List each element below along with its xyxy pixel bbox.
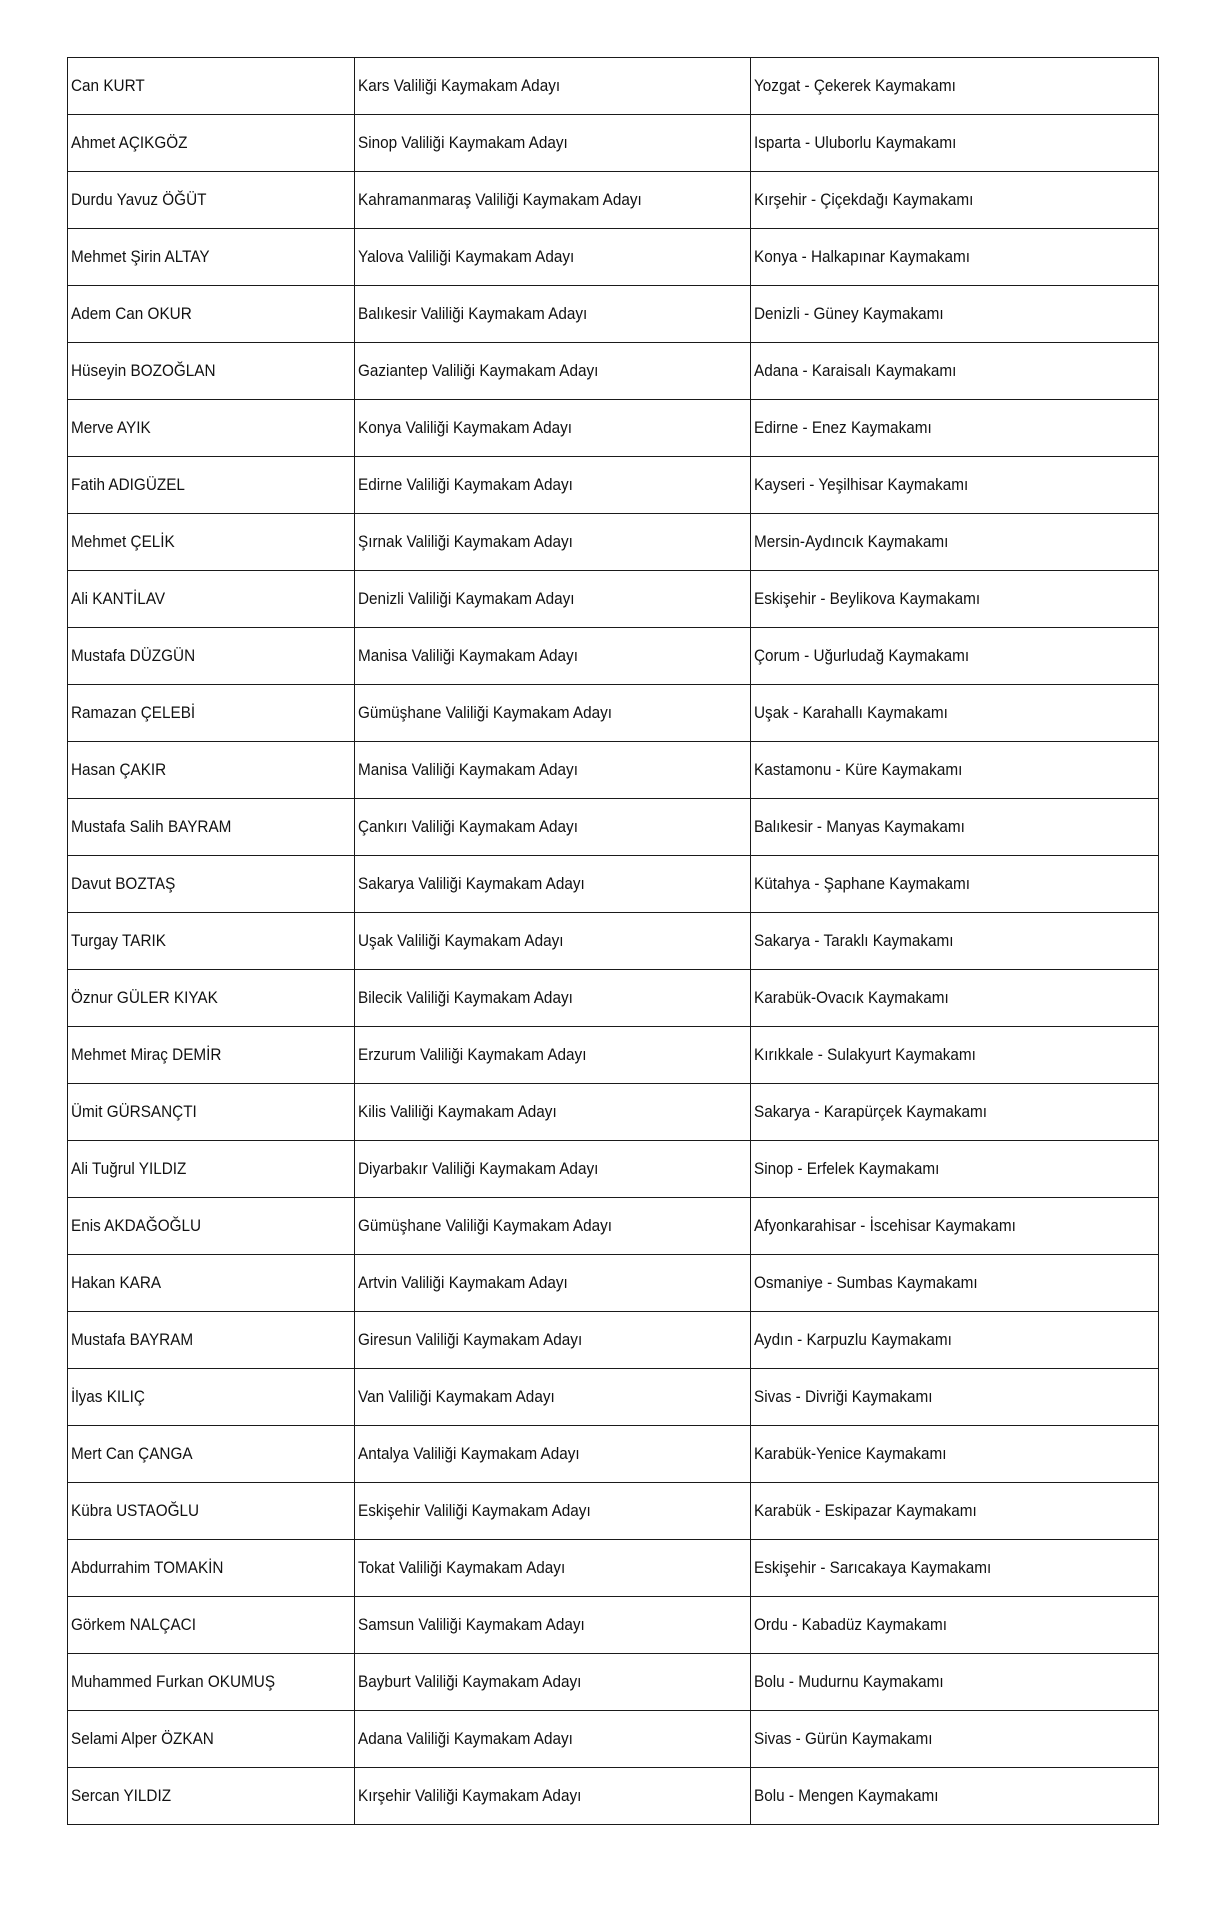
- person-name-cell-text: İlyas KILIÇ: [71, 1387, 145, 1406]
- current-post-cell-text: Denizli Valiliği Kaymakam Adayı: [358, 589, 575, 608]
- person-name-cell-text: Can KURT: [71, 76, 145, 95]
- new-appointment-cell: [751, 286, 1159, 343]
- current-post-cell: [355, 1198, 751, 1255]
- current-post-cell: [355, 685, 751, 742]
- new-appointment-cell: [751, 1027, 1159, 1084]
- current-post-cell: [355, 115, 751, 172]
- current-post-cell: [355, 1369, 751, 1426]
- current-post-cell: [355, 1768, 751, 1825]
- table-row: [68, 1141, 1159, 1198]
- table-row: [68, 1483, 1159, 1540]
- person-name-cell-text: Mustafa DÜZGÜN: [71, 646, 196, 665]
- current-post-cell-text: Diyarbakır Valiliği Kaymakam Adayı: [358, 1159, 599, 1178]
- table-row: [68, 1027, 1159, 1084]
- table-row: [68, 1198, 1159, 1255]
- current-post-cell: [355, 742, 751, 799]
- current-post-cell-text: Uşak Valiliği Kaymakam Adayı: [358, 931, 564, 950]
- current-post-cell-text: Bayburt Valiliği Kaymakam Adayı: [358, 1672, 582, 1691]
- person-name-cell: [68, 343, 355, 400]
- new-appointment-cell: [751, 115, 1159, 172]
- person-name-cell: [68, 457, 355, 514]
- person-name-cell: [68, 628, 355, 685]
- person-name-cell-text: Davut BOZTAŞ: [71, 874, 176, 893]
- new-appointment-cell-text: Karabük - Eskipazar Kaymakamı: [754, 1501, 977, 1520]
- person-name-cell: [68, 685, 355, 742]
- table-row: [68, 628, 1159, 685]
- new-appointment-cell-text: Eskişehir - Beylikova Kaymakamı: [754, 589, 981, 608]
- person-name-cell-text: Sercan YILDIZ: [71, 1786, 172, 1805]
- new-appointment-cell: [751, 400, 1159, 457]
- new-appointment-cell: [751, 1426, 1159, 1483]
- current-post-cell-text: Tokat Valiliği Kaymakam Adayı: [358, 1558, 566, 1577]
- current-post-cell-text: Sinop Valiliği Kaymakam Adayı: [358, 133, 568, 152]
- table-row: [68, 1711, 1159, 1768]
- current-post-cell: [355, 229, 751, 286]
- new-appointment-cell: [751, 1312, 1159, 1369]
- table-row: [68, 514, 1159, 571]
- person-name-cell-text: Mustafa BAYRAM: [71, 1330, 194, 1349]
- new-appointment-cell-text: Kayseri - Yeşilhisar Kaymakamı: [754, 475, 969, 494]
- new-appointment-cell-text: Kastamonu - Küre Kaymakamı: [754, 760, 963, 779]
- person-name-cell-text: Hüseyin BOZOĞLAN: [71, 361, 216, 380]
- current-post-cell: [355, 856, 751, 913]
- person-name-cell-text: Mustafa Salih BAYRAM: [71, 817, 232, 836]
- new-appointment-cell: [751, 1483, 1159, 1540]
- new-appointment-cell: [751, 1141, 1159, 1198]
- current-post-cell-text: Giresun Valiliği Kaymakam Adayı: [358, 1330, 583, 1349]
- new-appointment-cell: [751, 970, 1159, 1027]
- new-appointment-cell: [751, 457, 1159, 514]
- person-name-cell: [68, 286, 355, 343]
- appointment-table-body: [68, 58, 1159, 1825]
- new-appointment-cell-text: Sakarya - Karapürçek Kaymakamı: [754, 1102, 988, 1121]
- person-name-cell-text: Abdurrahim TOMAKİN: [71, 1558, 224, 1577]
- person-name-cell: [68, 1654, 355, 1711]
- new-appointment-cell-text: Ordu - Kabadüz Kaymakamı: [754, 1615, 948, 1634]
- current-post-cell: [355, 571, 751, 628]
- new-appointment-cell-text: Aydın - Karpuzlu Kaymakamı: [754, 1330, 952, 1349]
- person-name-cell: [68, 1141, 355, 1198]
- current-post-cell: [355, 1597, 751, 1654]
- current-post-cell: [355, 172, 751, 229]
- appointment-table: [67, 57, 1159, 1825]
- table-row: [68, 856, 1159, 913]
- current-post-cell-text: Edirne Valiliği Kaymakam Adayı: [358, 475, 573, 494]
- new-appointment-cell-text: Konya - Halkapınar Kaymakamı: [754, 247, 970, 266]
- new-appointment-cell: [751, 1597, 1159, 1654]
- current-post-cell-text: Antalya Valiliği Kaymakam Adayı: [358, 1444, 580, 1463]
- current-post-cell-text: Gümüşhane Valiliği Kaymakam Adayı: [358, 1216, 612, 1235]
- table-row: [68, 913, 1159, 970]
- current-post-cell-text: Kırşehir Valiliği Kaymakam Adayı: [358, 1786, 582, 1805]
- current-post-cell: [355, 514, 751, 571]
- table-row: [68, 229, 1159, 286]
- table-row: [68, 1369, 1159, 1426]
- new-appointment-cell-text: Osmaniye - Sumbas Kaymakamı: [754, 1273, 978, 1292]
- new-appointment-cell: [751, 856, 1159, 913]
- new-appointment-cell-text: Kırıkkale - Sulakyurt Kaymakamı: [754, 1045, 976, 1064]
- current-post-cell: [355, 286, 751, 343]
- person-name-cell: [68, 1255, 355, 1312]
- new-appointment-cell-text: Edirne - Enez Kaymakamı: [754, 418, 932, 437]
- person-name-cell: [68, 1483, 355, 1540]
- person-name-cell-text: Ali KANTİLAV: [71, 589, 166, 608]
- table-row: [68, 172, 1159, 229]
- current-post-cell: [355, 1312, 751, 1369]
- new-appointment-cell: [751, 1084, 1159, 1141]
- person-name-cell-text: Turgay TARIK: [71, 931, 166, 950]
- new-appointment-cell-text: Çorum - Uğurludağ Kaymakamı: [754, 646, 970, 665]
- current-post-cell-text: Sakarya Valiliği Kaymakam Adayı: [358, 874, 585, 893]
- current-post-cell-text: Yalova Valiliği Kaymakam Adayı: [358, 247, 575, 266]
- table-row: [68, 286, 1159, 343]
- person-name-cell-text: Ahmet AÇIKGÖZ: [71, 133, 188, 152]
- person-name-cell: [68, 1198, 355, 1255]
- current-post-cell-text: Çankırı Valiliği Kaymakam Adayı: [358, 817, 578, 836]
- person-name-cell-text: Ramazan ÇELEBİ: [71, 703, 196, 722]
- person-name-cell-text: Öznur GÜLER KIYAK: [71, 988, 218, 1007]
- current-post-cell: [355, 1540, 751, 1597]
- new-appointment-cell-text: Sakarya - Taraklı Kaymakamı: [754, 931, 954, 950]
- new-appointment-cell-text: Bolu - Mudurnu Kaymakamı: [754, 1672, 944, 1691]
- current-post-cell-text: Konya Valiliği Kaymakam Adayı: [358, 418, 573, 437]
- table-row: [68, 1312, 1159, 1369]
- person-name-cell: [68, 913, 355, 970]
- person-name-cell: [68, 1426, 355, 1483]
- new-appointment-cell-text: Sinop - Erfelek Kaymakamı: [754, 1159, 940, 1178]
- new-appointment-cell-text: Karabük-Yenice Kaymakamı: [754, 1444, 947, 1463]
- person-name-cell: [68, 1027, 355, 1084]
- person-name-cell-text: Görkem NALÇACI: [71, 1615, 196, 1634]
- current-post-cell-text: Gaziantep Valiliği Kaymakam Adayı: [358, 361, 599, 380]
- person-name-cell: [68, 229, 355, 286]
- new-appointment-cell: [751, 1369, 1159, 1426]
- person-name-cell-text: Durdu Yavuz ÖĞÜT: [71, 190, 207, 209]
- current-post-cell-text: Manisa Valiliği Kaymakam Adayı: [358, 646, 578, 665]
- current-post-cell: [355, 628, 751, 685]
- new-appointment-cell: [751, 571, 1159, 628]
- person-name-cell: [68, 1597, 355, 1654]
- new-appointment-cell-text: Isparta - Uluborlu Kaymakamı: [754, 133, 957, 152]
- new-appointment-cell: [751, 1654, 1159, 1711]
- person-name-cell-text: Selami Alper ÖZKAN: [71, 1729, 214, 1748]
- person-name-cell: [68, 1312, 355, 1369]
- new-appointment-cell-text: Mersin-Aydıncık Kaymakamı: [754, 532, 949, 551]
- person-name-cell-text: Mehmet Şirin ALTAY: [71, 247, 210, 266]
- person-name-cell: [68, 1369, 355, 1426]
- new-appointment-cell: [751, 1540, 1159, 1597]
- current-post-cell-text: Samsun Valiliği Kaymakam Adayı: [358, 1615, 585, 1634]
- current-post-cell: [355, 1483, 751, 1540]
- new-appointment-cell: [751, 799, 1159, 856]
- person-name-cell: [68, 514, 355, 571]
- person-name-cell-text: Mert Can ÇANGA: [71, 1444, 193, 1463]
- current-post-cell-text: Şırnak Valiliği Kaymakam Adayı: [358, 532, 573, 551]
- table-row: [68, 400, 1159, 457]
- current-post-cell-text: Adana Valiliği Kaymakam Adayı: [358, 1729, 573, 1748]
- person-name-cell: [68, 172, 355, 229]
- new-appointment-cell: [751, 514, 1159, 571]
- current-post-cell: [355, 799, 751, 856]
- current-post-cell-text: Gümüşhane Valiliği Kaymakam Adayı: [358, 703, 612, 722]
- new-appointment-cell-text: Adana - Karaisalı Kaymakamı: [754, 361, 957, 380]
- new-appointment-cell-text: Uşak - Karahallı Kaymakamı: [754, 703, 948, 722]
- person-name-cell: [68, 1084, 355, 1141]
- current-post-cell-text: Van Valiliği Kaymakam Adayı: [358, 1387, 555, 1406]
- person-name-cell-text: Kübra USTAOĞLU: [71, 1501, 200, 1520]
- new-appointment-cell-text: Yozgat - Çekerek Kaymakamı: [754, 76, 956, 95]
- person-name-cell: [68, 400, 355, 457]
- current-post-cell-text: Artvin Valiliği Kaymakam Adayı: [358, 1273, 568, 1292]
- person-name-cell: [68, 115, 355, 172]
- table-row: [68, 970, 1159, 1027]
- new-appointment-cell: [751, 229, 1159, 286]
- person-name-cell-text: Enis AKDAĞOĞLU: [71, 1216, 202, 1235]
- table-row: [68, 1768, 1159, 1825]
- new-appointment-cell: [751, 1198, 1159, 1255]
- new-appointment-cell-text: Kütahya - Şaphane Kaymakamı: [754, 874, 971, 893]
- current-post-cell-text: Balıkesir Valiliği Kaymakam Adayı: [358, 304, 588, 323]
- current-post-cell-text: Bilecik Valiliği Kaymakam Adayı: [358, 988, 573, 1007]
- new-appointment-cell-text: Eskişehir - Sarıcakaya Kaymakamı: [754, 1558, 992, 1577]
- current-post-cell-text: Manisa Valiliği Kaymakam Adayı: [358, 760, 578, 779]
- table-row: [68, 58, 1159, 115]
- current-post-cell: [355, 1654, 751, 1711]
- person-name-cell-text: Mehmet Miraç DEMİR: [71, 1045, 222, 1064]
- new-appointment-cell: [751, 172, 1159, 229]
- new-appointment-cell-text: Afyonkarahisar - İscehisar Kaymakamı: [754, 1216, 1016, 1235]
- table-row: [68, 1426, 1159, 1483]
- current-post-cell: [355, 1141, 751, 1198]
- person-name-cell: [68, 970, 355, 1027]
- person-name-cell: [68, 58, 355, 115]
- table-row: [68, 343, 1159, 400]
- new-appointment-cell: [751, 1711, 1159, 1768]
- new-appointment-cell: [751, 1255, 1159, 1312]
- current-post-cell-text: Kars Valiliği Kaymakam Adayı: [358, 76, 561, 95]
- table-row: [68, 1084, 1159, 1141]
- table-row: [68, 1597, 1159, 1654]
- current-post-cell: [355, 1084, 751, 1141]
- new-appointment-cell-text: Sivas - Divriği Kaymakamı: [754, 1387, 933, 1406]
- person-name-cell: [68, 856, 355, 913]
- person-name-cell: [68, 1540, 355, 1597]
- table-row: [68, 742, 1159, 799]
- new-appointment-cell: [751, 685, 1159, 742]
- person-name-cell-text: Hakan KARA: [71, 1273, 162, 1292]
- table-row: [68, 457, 1159, 514]
- new-appointment-cell-text: Balıkesir - Manyas Kaymakamı: [754, 817, 965, 836]
- person-name-cell-text: Mehmet ÇELİK: [71, 532, 175, 551]
- table-row: [68, 1255, 1159, 1312]
- current-post-cell: [355, 1426, 751, 1483]
- new-appointment-cell: [751, 1768, 1159, 1825]
- current-post-cell: [355, 58, 751, 115]
- table-row: [68, 685, 1159, 742]
- table-row: [68, 1540, 1159, 1597]
- person-name-cell-text: Ali Tuğrul YILDIZ: [71, 1159, 187, 1178]
- person-name-cell: [68, 799, 355, 856]
- new-appointment-cell: [751, 742, 1159, 799]
- current-post-cell: [355, 400, 751, 457]
- table-row: [68, 571, 1159, 628]
- new-appointment-cell-text: Denizli - Güney Kaymakamı: [754, 304, 944, 323]
- person-name-cell: [68, 1711, 355, 1768]
- table-row: [68, 799, 1159, 856]
- person-name-cell: [68, 1768, 355, 1825]
- person-name-cell: [68, 571, 355, 628]
- table-row: [68, 115, 1159, 172]
- current-post-cell-text: Eskişehir Valiliği Kaymakam Adayı: [358, 1501, 591, 1520]
- current-post-cell: [355, 457, 751, 514]
- person-name-cell-text: Hasan ÇAKIR: [71, 760, 167, 779]
- current-post-cell-text: Kahramanmaraş Valiliği Kaymakam Adayı: [358, 190, 642, 209]
- new-appointment-cell-text: Bolu - Mengen Kaymakamı: [754, 1786, 939, 1805]
- current-post-cell: [355, 1027, 751, 1084]
- person-name-cell-text: Adem Can OKUR: [71, 304, 192, 323]
- new-appointment-cell-text: Kırşehir - Çiçekdağı Kaymakamı: [754, 190, 974, 209]
- person-name-cell-text: Ümit GÜRSANÇTI: [71, 1102, 197, 1121]
- current-post-cell: [355, 343, 751, 400]
- person-name-cell-text: Merve AYIK: [71, 418, 151, 437]
- person-name-cell: [68, 742, 355, 799]
- current-post-cell: [355, 913, 751, 970]
- new-appointment-cell: [751, 913, 1159, 970]
- current-post-cell-text: Kilis Valiliği Kaymakam Adayı: [358, 1102, 557, 1121]
- current-post-cell-text: Erzurum Valiliği Kaymakam Adayı: [358, 1045, 587, 1064]
- new-appointment-cell-text: Sivas - Gürün Kaymakamı: [754, 1729, 933, 1748]
- new-appointment-cell: [751, 343, 1159, 400]
- new-appointment-cell-text: Karabük-Ovacık Kaymakamı: [754, 988, 949, 1007]
- new-appointment-cell: [751, 628, 1159, 685]
- person-name-cell-text: Fatih ADIGÜZEL: [71, 475, 185, 494]
- table-row: [68, 1654, 1159, 1711]
- current-post-cell: [355, 1711, 751, 1768]
- new-appointment-cell: [751, 58, 1159, 115]
- current-post-cell: [355, 970, 751, 1027]
- current-post-cell: [355, 1255, 751, 1312]
- person-name-cell-text: Muhammed Furkan OKUMUŞ: [71, 1672, 276, 1691]
